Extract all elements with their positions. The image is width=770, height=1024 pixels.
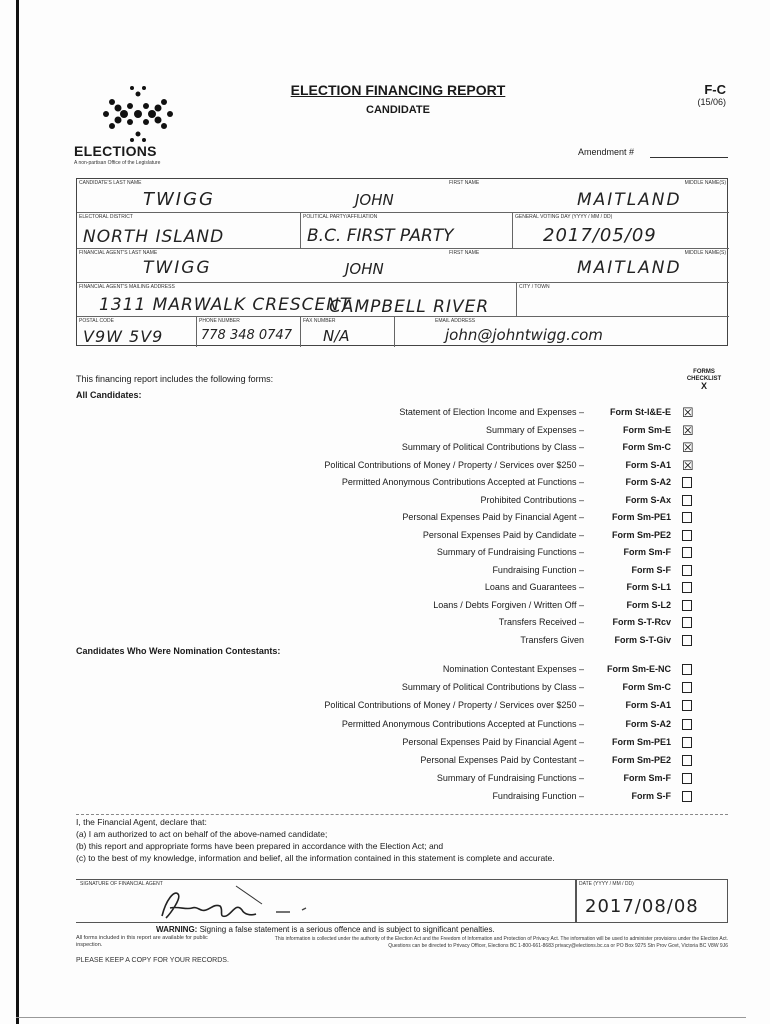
all-candidates-form-row xyxy=(80,599,730,613)
candidate-last-name-label: CANDIDATE'S LAST NAME xyxy=(79,180,142,186)
date-label: DATE (YYYY / MM / DD) xyxy=(579,881,634,887)
public-inspection-note: All forms included in this report are available for public inspection. xyxy=(76,935,208,948)
agent-middle-name-label: MIDDLE NAME(S) xyxy=(684,250,726,256)
form-code-label: Form Sm-PE1 xyxy=(611,736,671,747)
form-code-label: Form S-T-Rcv xyxy=(612,617,671,627)
form-description: Loans / Debts Forgiven / Written Off – xyxy=(433,599,584,610)
form-description: Transfers Received – xyxy=(498,617,584,627)
candidate-name-row xyxy=(77,179,729,213)
party-value[interactable]: B.C. FIRST PARTY xyxy=(307,226,454,246)
form-description: Personal Expenses Paid by Financial Agent – xyxy=(402,736,584,747)
form-code-label: Form S-L2 xyxy=(626,599,671,610)
date-value[interactable]: 2017/08/08 xyxy=(585,896,699,917)
form-code-label: Form Sm-E xyxy=(622,424,671,435)
email-value[interactable]: john@johntwigg.com xyxy=(445,326,603,344)
form-checkbox[interactable] xyxy=(682,547,692,558)
form-checkbox[interactable] xyxy=(682,682,692,693)
agent-middle-name[interactable]: MAITLAND xyxy=(577,258,682,278)
all-candidates-form-row xyxy=(80,546,730,560)
form-checkbox[interactable] xyxy=(682,477,692,488)
form-checkbox[interactable] xyxy=(682,635,692,646)
form-description: Fundraising Function – xyxy=(492,564,584,575)
form-code-label: Form Sm-F xyxy=(623,773,671,784)
elections-logo xyxy=(100,82,176,144)
agent-last-name-label: FINANCIAL AGENT'S LAST NAME xyxy=(79,250,158,256)
voting-day-cell xyxy=(513,213,729,249)
signature-label: SIGNATURE OF FINANCIAL AGENT xyxy=(80,881,163,887)
form-checkbox[interactable] xyxy=(682,719,692,730)
phone-cell xyxy=(197,317,301,347)
form-code-label: Form Sm-PE1 xyxy=(611,512,671,522)
nomination-form-row xyxy=(80,754,730,768)
form-code-label: Form S-Ax xyxy=(625,494,671,505)
form-checkbox[interactable] xyxy=(682,582,692,593)
warning-label: WARNING: xyxy=(156,925,198,934)
form-checkbox[interactable] xyxy=(682,791,692,802)
amendment-field[interactable] xyxy=(650,157,728,158)
form-checkbox[interactable] xyxy=(682,773,692,784)
form-description: Permitted Anonymous Contributions Accepted at Functions – xyxy=(341,718,584,729)
form-description: Political Contributions of Money / Property / Services over $250 – xyxy=(324,459,584,470)
party-label: POLITICAL PARTY/AFFILIATION xyxy=(303,214,378,220)
phone-label: PHONE NUMBER xyxy=(199,318,240,324)
declaration-section xyxy=(76,814,728,922)
form-checkbox[interactable]: ☒ xyxy=(682,422,694,438)
form-description: Personal Expenses Paid by Financial Agent – xyxy=(402,512,584,522)
form-description: Personal Expenses Paid by Contestant – xyxy=(420,755,584,765)
agent-signature xyxy=(126,880,386,924)
city-cell xyxy=(517,283,729,317)
candidate-middle-name-label: MIDDLE NAME(S) xyxy=(684,180,726,186)
nomination-form-row xyxy=(80,681,730,695)
all-candidates-form-row xyxy=(80,616,730,630)
nomination-form-row xyxy=(80,663,730,677)
warning-message: Signing a false statement is a serious offence and is subject to significant penalties. xyxy=(199,925,495,934)
form-checkbox[interactable] xyxy=(682,512,692,523)
form-code-label: Form S-F xyxy=(631,564,671,575)
address-value[interactable]: 1311 MARWALK CRESCENT xyxy=(99,295,352,315)
form-code-label: Form Sm-C xyxy=(622,442,671,452)
party-cell xyxy=(301,213,513,249)
forms-intro: This financing report includes the following forms: xyxy=(76,374,274,384)
checklist-header-forms: FORMS xyxy=(693,369,715,375)
form-code-label: Form Sm-C xyxy=(622,682,671,693)
postal-label: POSTAL CODE xyxy=(79,318,115,324)
agent-name-row xyxy=(77,249,729,283)
form-code: F-C xyxy=(704,82,726,97)
form-code-label: Form S-T-Giv xyxy=(614,634,671,645)
form-checkbox[interactable]: ☒ xyxy=(682,405,694,420)
form-checkbox[interactable] xyxy=(682,530,692,541)
form-description: Summary of Expenses – xyxy=(485,424,584,435)
form-description: Summary of Fundraising Functions – xyxy=(436,547,584,557)
form-description: Statement of Election Income and Expenses – xyxy=(399,407,584,417)
declaration-line-2: (a) I am authorized to act on behalf of the above-named candidate; xyxy=(76,829,328,839)
email-cell xyxy=(395,317,729,347)
form-description: Fundraising Function – xyxy=(492,791,584,802)
form-description: Political Contributions of Money / Property / Services over $250 – xyxy=(324,700,584,711)
agent-first-name[interactable]: JOHN xyxy=(345,260,384,278)
all-candidates-form-row xyxy=(80,459,730,473)
form-description: Summary of Fundraising Functions – xyxy=(436,773,584,784)
all-candidates-form-row xyxy=(80,476,730,490)
form-checkbox[interactable] xyxy=(682,700,692,711)
all-candidates-form-row xyxy=(80,564,730,578)
form-checkbox[interactable] xyxy=(682,664,692,675)
form-description: Summary of Political Contributions by Class – xyxy=(401,442,584,452)
candidate-first-name[interactable]: JOHN xyxy=(355,191,394,209)
all-candidates-form-row xyxy=(80,494,730,508)
address-label: FINANCIAL AGENT'S MAILING ADDRESS xyxy=(79,284,175,290)
all-candidates-form-row xyxy=(80,424,730,438)
city-value[interactable]: CAMPBELL RIVER xyxy=(329,297,490,317)
all-candidates-form-row xyxy=(80,441,730,455)
checklist-header-x: X xyxy=(700,381,707,391)
form-description: Personal Expenses Paid by Candidate – xyxy=(422,529,584,540)
report-subtitle: CANDIDATE xyxy=(366,104,430,116)
declaration-line-3: (b) this report and appropriate forms have been prepared in accordance with the Election Act; and xyxy=(76,841,444,851)
form-checkbox[interactable]: ☒ xyxy=(682,440,694,455)
date-box[interactable] xyxy=(576,879,728,923)
voting-day-value[interactable]: 2017/05/09 xyxy=(543,225,657,246)
form-description: Permitted Anonymous Contributions Accepted at Functions – xyxy=(341,477,584,487)
form-code-label: Form Sm-PE2 xyxy=(611,755,671,765)
amendment-label: Amendment # xyxy=(578,147,635,157)
bottom-rule xyxy=(16,1017,746,1018)
form-code-label: Form S-A1 xyxy=(625,459,671,470)
postal-cell xyxy=(77,317,197,347)
candidate-info-grid xyxy=(76,178,728,346)
form-revision: (15/06) xyxy=(697,97,726,107)
checklist-header xyxy=(682,369,726,390)
form-code-label: Form S-A2 xyxy=(625,718,671,729)
agent-first-name-label: FIRST NAME xyxy=(449,250,480,256)
form-description: Nomination Contestant Expenses – xyxy=(442,664,584,674)
phone-value[interactable]: 778 348 0747 xyxy=(201,328,292,343)
report-title: ELECTION FINANCING REPORT xyxy=(290,82,506,98)
declaration-line-4: (c) to the best of my knowledge, information and belief, all the information contained in this statement is complete and accurate. xyxy=(76,853,555,863)
declaration-line-1: I, the Financial Agent, declare that: xyxy=(76,817,207,827)
form-checkbox[interactable]: ☒ xyxy=(682,457,694,473)
all-candidates-form-row xyxy=(80,406,730,420)
form-checkbox[interactable] xyxy=(682,737,692,748)
district-value[interactable]: NORTH ISLAND xyxy=(83,227,225,247)
nomination-form-row xyxy=(80,736,730,750)
form-code-label: Form S-L1 xyxy=(626,582,671,592)
all-candidates-form-row xyxy=(80,581,730,595)
agent-last-name[interactable]: TWIGG xyxy=(143,258,212,278)
form-description: Transfers Given xyxy=(520,634,584,645)
checklist-header-checklist: CHECKLIST xyxy=(686,376,722,382)
fax-value[interactable]: N/A xyxy=(323,327,350,345)
city-label: CITY / TOWN xyxy=(519,284,550,290)
nomination-form-row xyxy=(80,699,730,713)
form-checkbox[interactable] xyxy=(682,495,692,506)
form-code-label: Form S-F xyxy=(631,791,671,802)
form-description: Summary of Political Contributions by Class – xyxy=(401,682,584,693)
keep-copy-note: PLEASE KEEP A COPY FOR YOUR RECORDS. xyxy=(76,957,229,964)
form-checkbox[interactable] xyxy=(682,600,692,611)
form-description: Loans and Guarantees – xyxy=(484,582,584,592)
form-code-label: Form St-I&E-E xyxy=(609,407,671,417)
form-code-label: Form S-A2 xyxy=(625,477,671,487)
nomination-form-row xyxy=(80,718,730,732)
form-checkbox[interactable] xyxy=(682,565,692,576)
district-label: ELECTORAL DISTRICT xyxy=(79,214,133,220)
email-label: EMAIL ADDRESS xyxy=(435,318,476,324)
voting-day-label: GENERAL VOTING DAY (YYYY / MM / DD) xyxy=(515,214,613,220)
page-edge-line xyxy=(16,0,19,1024)
all-candidates-form-row xyxy=(80,529,730,543)
form-code-label: Form Sm-E-NC xyxy=(606,664,671,674)
form-checkbox[interactable] xyxy=(682,755,692,766)
all-candidates-heading: All Candidates: xyxy=(76,390,142,400)
signature-box[interactable] xyxy=(76,879,576,923)
nomination-form-row xyxy=(80,772,730,786)
district-cell xyxy=(77,213,301,249)
logo-wordmark: ELECTIONS xyxy=(74,143,157,159)
form-code-label: Form S-A1 xyxy=(625,700,671,711)
nomination-heading: Candidates Who Were Nomination Contestants: xyxy=(76,646,281,656)
form-code-label: Form Sm-F xyxy=(623,547,671,557)
form-code-label: Form Sm-PE2 xyxy=(611,529,671,540)
form-description: Prohibited Contributions – xyxy=(480,494,584,505)
warning-text xyxy=(156,925,495,934)
fax-cell xyxy=(301,317,395,347)
form-checkbox[interactable] xyxy=(682,617,692,628)
postal-value[interactable]: V9W 5V9 xyxy=(83,327,164,346)
nomination-form-row xyxy=(80,790,730,804)
logo-tagline: A non-partisan Office of the Legislature xyxy=(74,160,161,166)
fax-label: FAX NUMBER xyxy=(303,318,336,324)
all-candidates-form-row xyxy=(80,511,730,525)
privacy-notice: This information is collected under the authority of the Election Act and the Freedom of Information and Protection of Privacy Act. The information will be used to administer provisions under the Election Act. Questions can be directed to Privacy Officer, Elections BC 1-800-661-8683 privacy@elections.bc.ca or PO Box 9275 Stn Prov Govt, Victoria BC V8W 9J6 xyxy=(274,936,728,949)
candidate-last-name[interactable]: TWIGG xyxy=(143,189,215,210)
candidate-first-name-label: FIRST NAME xyxy=(449,180,480,186)
candidate-middle-name[interactable]: MAITLAND xyxy=(577,190,682,210)
